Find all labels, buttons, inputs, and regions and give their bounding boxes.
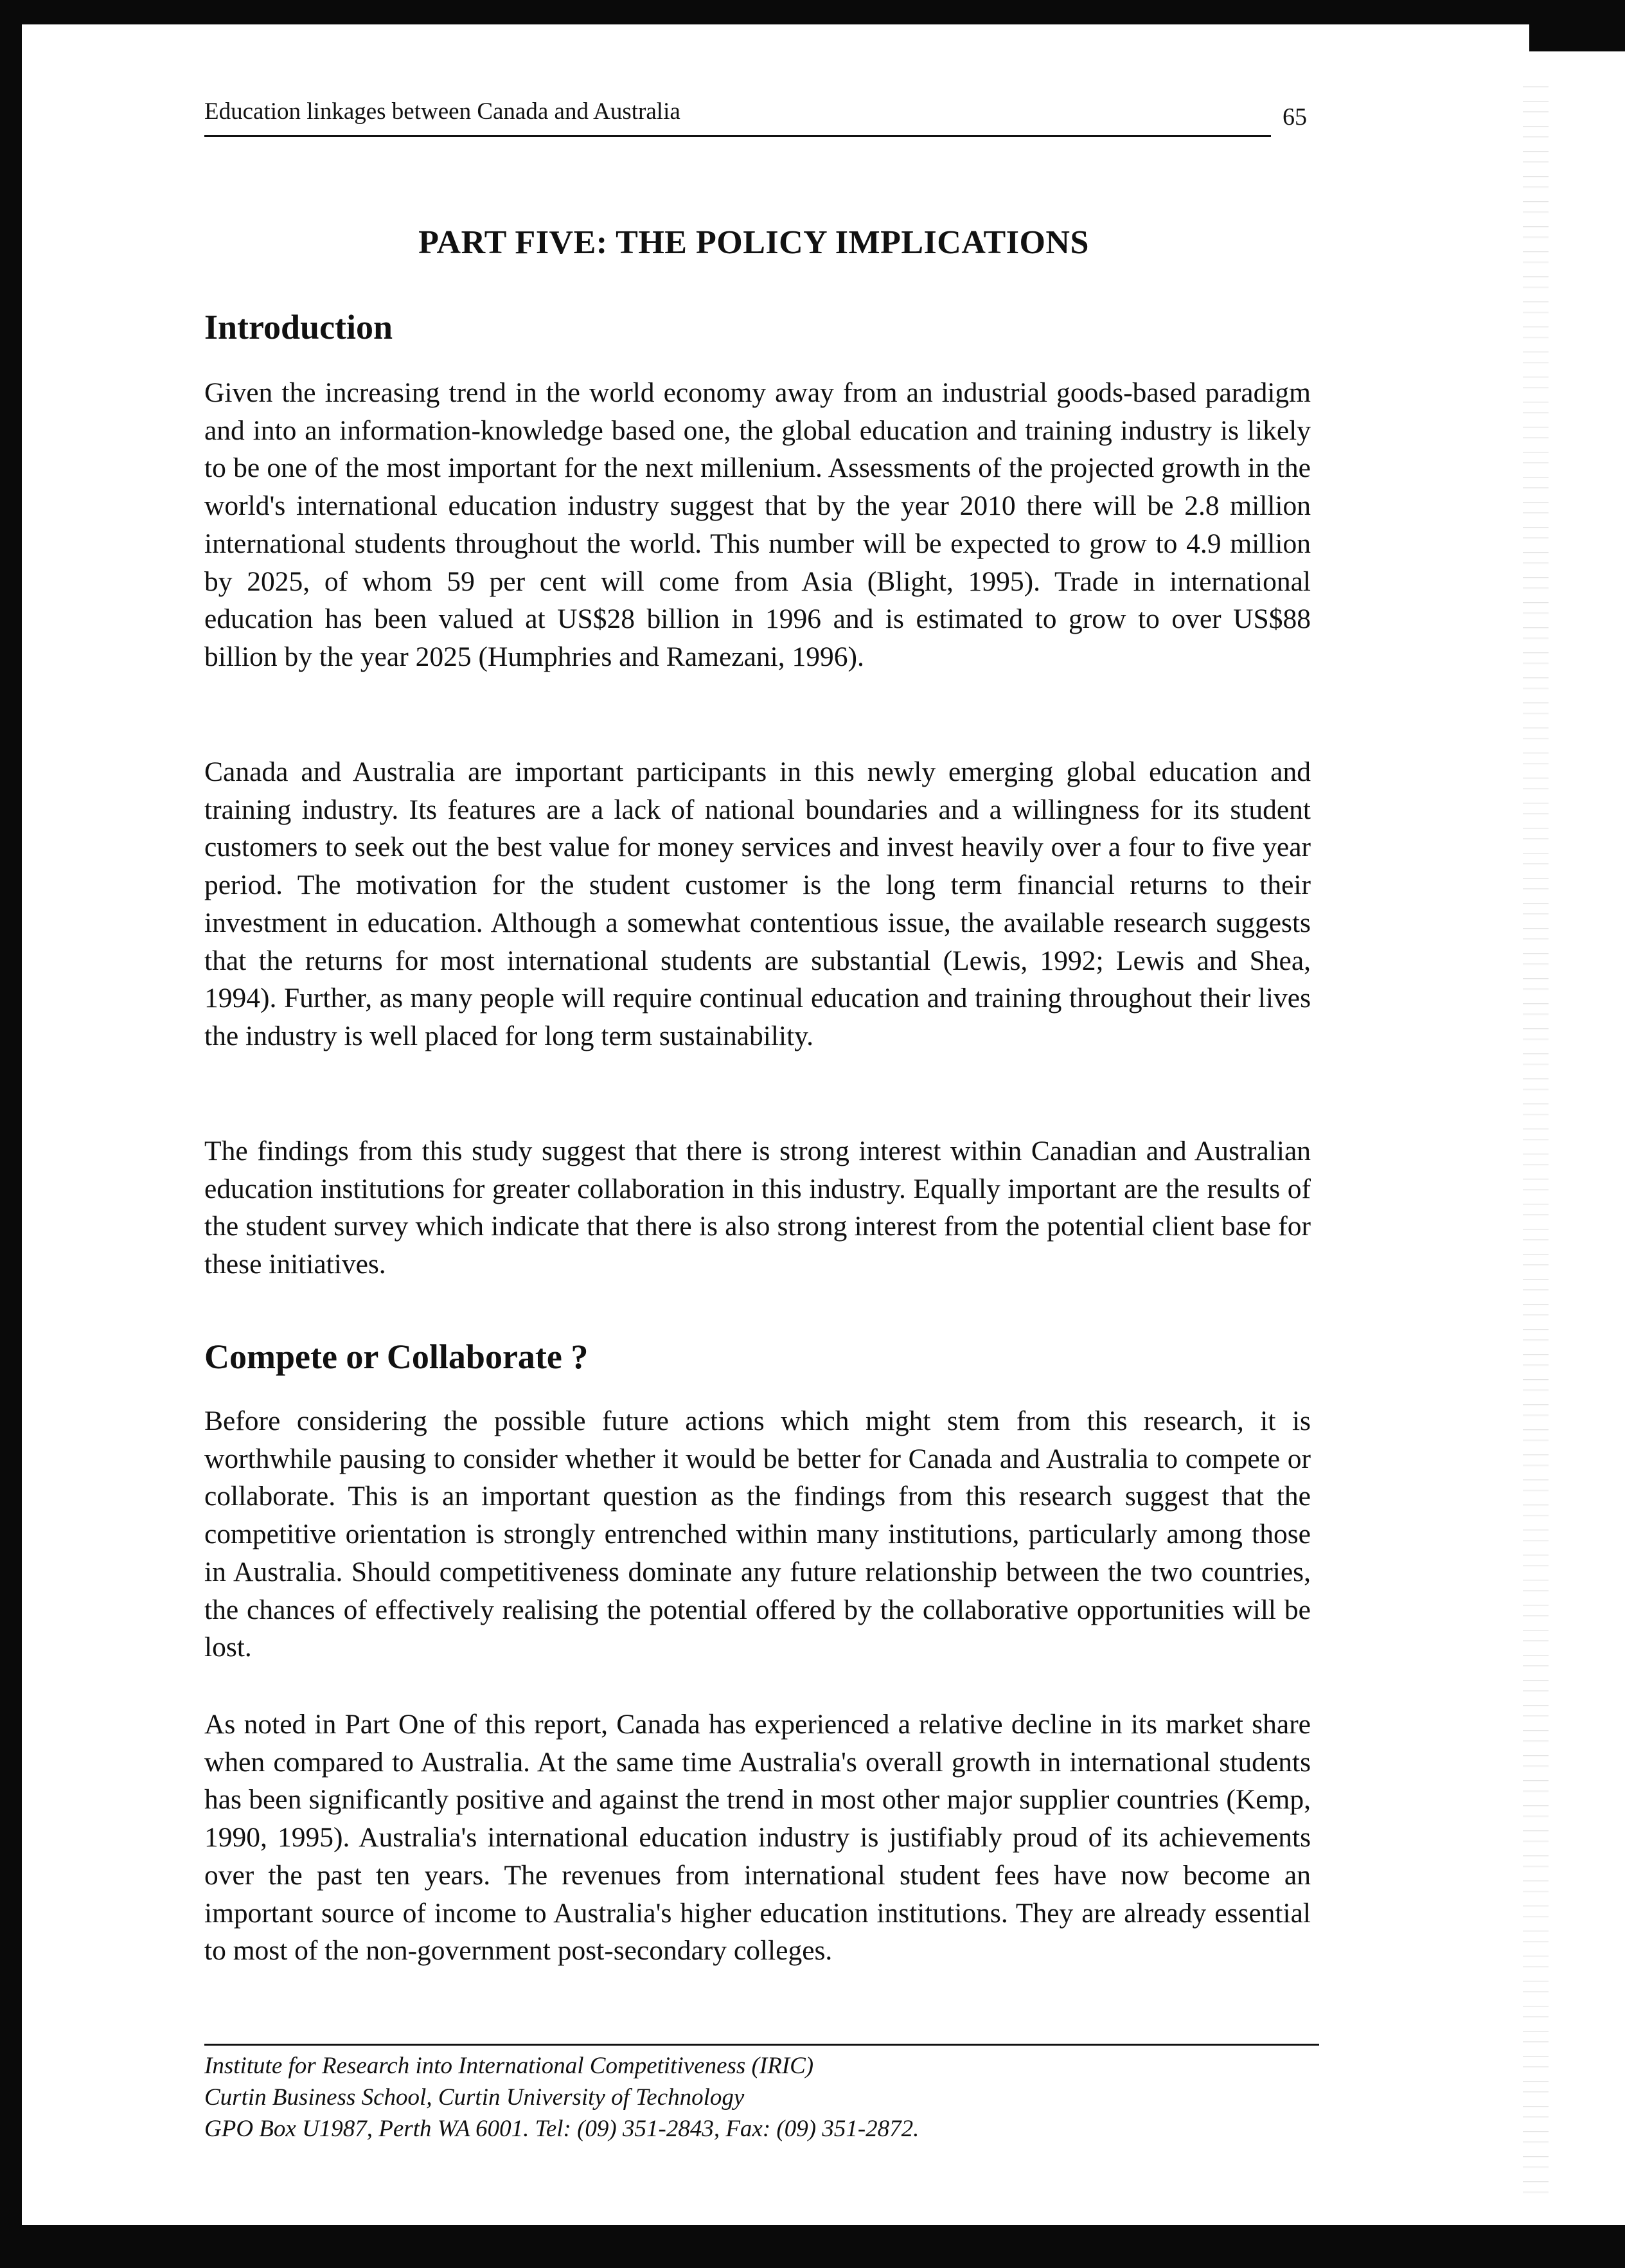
footer-rule (204, 2044, 1319, 2046)
part-title: PART FIVE: THE POLICY IMPLICATIONS (418, 224, 1089, 261)
running-header (204, 94, 1271, 137)
paragraph-intro-1: Given the increasing trend in the world economy away from an industrial goods-based paradigm and into an information-knowledge based one, the global education and training industry is likely to be one of the most important for the next millenium. Assessments of the projected growth in the world's international education industry suggest that by the year 2010 there will be 2.8 million international students throughout the world. This number will be expected to grow to 4.9 million by 2025, of whom 59 per cent will come from Asia (Blight, 1995). Trade in international education has been valued at US$28 billion in 1996 and is estimated to grow to over US$88 billion by the year 2025 (Humphries and Ramezani, 1996). (204, 377, 1311, 672)
paragraph-intro-3: The findings from this study suggest that there is strong interest within Canadian and Australian education institutions for greater collaboration in this industry. Equally important are the results of the student survey which indicate that there is also strong interest from the potential client base for these initiatives. (204, 1136, 1311, 1280)
scan-edge-noise (1523, 77, 1549, 2198)
footer-line-contact: GPO Box U1987, Perth WA 6001. Tel: (09) 351-2843, Fax: (09) 351-2872. (204, 2116, 919, 2142)
footer-address (204, 2050, 1319, 2145)
scan-border-bottom (0, 2225, 1625, 2268)
section-heading-introduction: Introduction (204, 308, 393, 346)
running-title: Education linkages between Canada and Australia (204, 98, 680, 125)
scan-border-left (0, 0, 22, 2268)
section-heading-compete: Compete or Collaborate ? (204, 1337, 589, 1376)
page-number: 65 (1283, 103, 1307, 130)
paragraph-compete-1: Before considering the possible future actions which might stem from this research, it is worthwhile pausing to consider whether it would be better for Canada and Australia to compete or collaborate. This is an important question as the findings from this research suggest that the competitive orientation is strongly entrenched within many institutions, particularly among those in Australia. Should competitiveness dominate any future relationship between the two countries, the chances of effectively realising the potential offered by the collaborative opportunities will be lost. (204, 1406, 1311, 1663)
paragraph-compete-2: As noted in Part One of this report, Canada has experienced a relative decline in its market share when compared to Australia. At the same time Australia's overall growth in international students has been significantly positive and against the trend in most other major supplier countries (Kemp, 1990, 1995). Australia's international education industry is justifiably proud of its achievements over the past ten years. The revenues from international student fees have now become an important source of income to Australia's higher education institutions. They are already essential to most of the non-government post-secondary colleges. (204, 1709, 1311, 1967)
scan-border-corner (1529, 0, 1625, 51)
scan-border-top (0, 0, 1625, 24)
footer-line-institute: Institute for Research into International Competitiveness (IRIC) (204, 2053, 814, 2079)
paragraph-intro-2: Canada and Australia are important participants in this newly emerging global education and training industry. Its features are a lack of national boundaries and a willingness for its student customers to seek out the best value for money services and invest heavily over a four to five year period. The motivation for the student customer is the long term financial returns to their investment in education. Although a somewhat contentious issue, the available research suggests that the returns for most international students are substantial (Lewis, 1992; Lewis and Shea, 1994). Further, as many people will require continual education and training throughout their lives the industry is well placed for long term sustainability. (204, 756, 1311, 1051)
footer-line-school: Curtin Business School, Curtin University of Technology (204, 2084, 745, 2111)
